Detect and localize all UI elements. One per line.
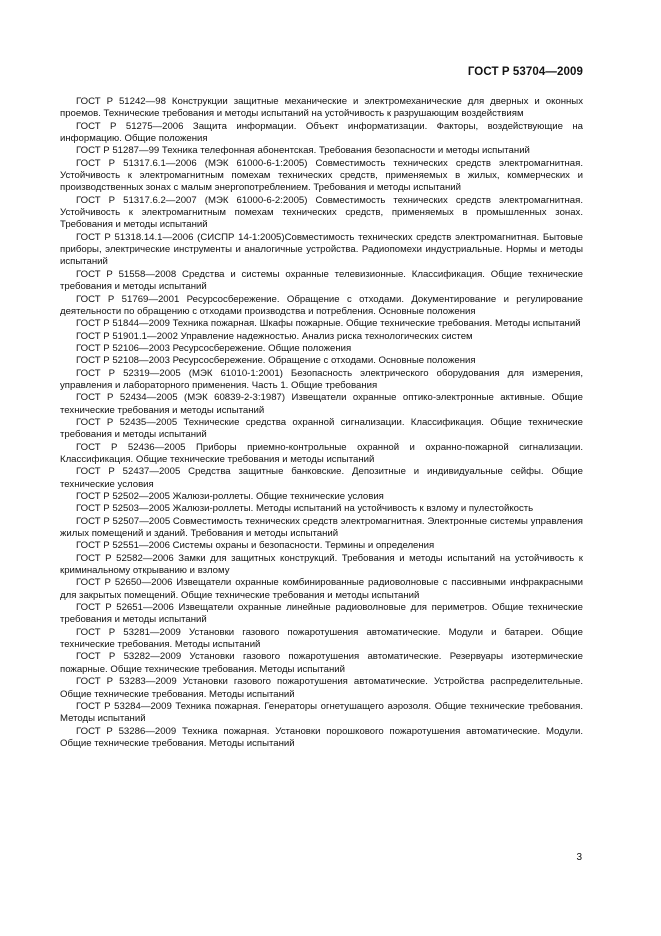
reference-item: ГОСТ Р 52108—2003 Ресурсосбережение. Обращение с отходами. Основные положения [76, 355, 476, 367]
reference-item: ГОСТ Р 51901.1—2002 Управление надежностью. Анализ риска технологических систем [76, 330, 473, 342]
reference-item: ГОСТ Р 53283—2009 Установки газового пожаротушения автоматические. Устройства распределительные. Общие технические требования. Методы испытаний [60, 676, 583, 700]
reference-item: ГОСТ Р 52507—2005 Совместимость технических средств электромагнитная. Электронные системы управления жилых помещений и зданий. Требования и методы испытаний [60, 515, 583, 540]
reference-item: ГОСТ Р 51317.6.1—2006 (МЭК 61000-6-1:2005) Совместимость технических средств электромагнитная. Устойчивость к электромагнитным помехам технических средств, применяемых в жилых, коммерческих и производственных зонах с малым энергопотреблением. Требования и методы испытаний [60, 157, 583, 194]
reference-item: ГОСТ Р 52582—2006 Замки для защитных конструкций. Требования и методы испытаний на устойчивость к криминальному открыванию и взлому [60, 552, 583, 577]
reference-item: ГОСТ Р 51317.6.2—2007 (МЭК 61000-6-2:2005) Совместимость технических средств электромагнитная. Устойчивость к электромагнитным помехам технических средств, применяемых в промышленных зонах. Требования и методы испытаний [60, 194, 583, 231]
reference-item: ГОСТ Р 52503—2005 Жалюзи-роллеты. Методы испытаний на устойчивость к взлому и пулестойкость [76, 503, 534, 515]
reference-item: ГОСТ Р 52650—2006 Извещатели охранные комбинированные радиоволновые с пассивными инфракрасными для закрытых помещений. Общие технические требования и методы испытаний [60, 577, 583, 601]
reference-item: ГОСТ Р 51242—98 Конструкции защитные механические и электромеханические для дверных и оконных проемов. Технические требования и методы испытаний на устойчивость к разрушающим воздействиям [60, 96, 583, 120]
reference-item: ГОСТ Р 51287—99 Техника телефонная абонентская. Требования безопасности и методы испытаний [76, 145, 530, 157]
reference-item: ГОСТ Р 53282—2009 Установки газового пожаротушения автоматические. Резервуары изотермические пожарные. Общие технические требования. Методы испытаний [60, 651, 583, 675]
reference-item: ГОСТ Р 51275—2006 Защита информации. Объект информатизации. Факторы, воздействующие на информацию. Общие положения [60, 120, 583, 145]
reference-item: ГОСТ Р 51318.14.1—2006 (СИСПР 14-1:2005)Совместимость технических средств электромагнитная. Бытовые приборы, электрические инструменты и аналогичные устройства. Радиопомехи индустриальные. Нормы и методы испытаний [60, 231, 583, 268]
document-header: ГОСТ Р 53704—2009 [467, 66, 583, 78]
references-list [60, 96, 583, 750]
reference-item: ГОСТ Р 51769—2001 Ресурсосбережение. Обращение с отходами. Документирование и регулирование деятельности по обращению с отходами производства и потребления. Основные положения [60, 293, 583, 317]
reference-item: ГОСТ Р 53281—2009 Установки газового пожаротушения автоматические. Модули и батареи. Общие технические требования. Методы испытаний [60, 626, 583, 651]
page-number: 3 [576, 852, 582, 863]
reference-item: ГОСТ Р 52551—2006 Системы охраны и безопасности. Термины и определения [76, 540, 435, 552]
reference-item: ГОСТ Р 53286—2009 Техника пожарная. Установки порошкового пожаротушения автоматические. Модули. Общие технические требования. Методы испытаний [60, 725, 583, 749]
reference-item: ГОСТ Р 51844—2009 Техника пожарная. Шкафы пожарные. Общие технические требования. Методы испытаний [76, 318, 581, 330]
reference-item: ГОСТ Р 52435—2005 Технические средства охранной сигнализации. Классификация. Общие технические требования и методы испытаний [60, 416, 583, 441]
reference-item: ГОСТ Р 52437—2005 Средства защитные банковские. Депозитные и индивидуальные сейфы. Общие технические условия [60, 466, 583, 490]
reference-item: ГОСТ Р 52651—2006 Извещатели охранные линейные радиоволновые для периметров. Общие технические требования и методы испытаний [60, 602, 583, 626]
reference-item: ГОСТ Р 51558—2008 Средства и системы охранные телевизионные. Классификация. Общие технические требования и методы испытаний [60, 268, 583, 293]
reference-item: ГОСТ Р 52434—2005 (МЭК 60839-2-3:1987) Извещатели охранные оптико-электронные активные. Общие технические требования и методы испытаний [60, 392, 583, 416]
reference-item: ГОСТ Р 53284—2009 Техника пожарная. Генераторы огнетушащего аэрозоля. Общие технические требования. Методы испытаний [60, 700, 583, 725]
reference-item: ГОСТ Р 52319—2005 (МЭК 61010-1:2001) Безопасность электрического оборудования для измерения, управления и лабораторного применения. Часть 1. Общие требования [60, 367, 583, 391]
reference-item: ГОСТ Р 52436—2005 Приборы приемно-контрольные охранной и охранно-пожарной сигнализации. Классификация. Общие технические требования и методы испытаний [60, 441, 583, 465]
reference-item: ГОСТ Р 52502—2005 Жалюзи-роллеты. Общие технические условия [76, 491, 384, 502]
reference-item: ГОСТ Р 52106—2003 Ресурсосбережение. Общие положения [76, 342, 352, 354]
